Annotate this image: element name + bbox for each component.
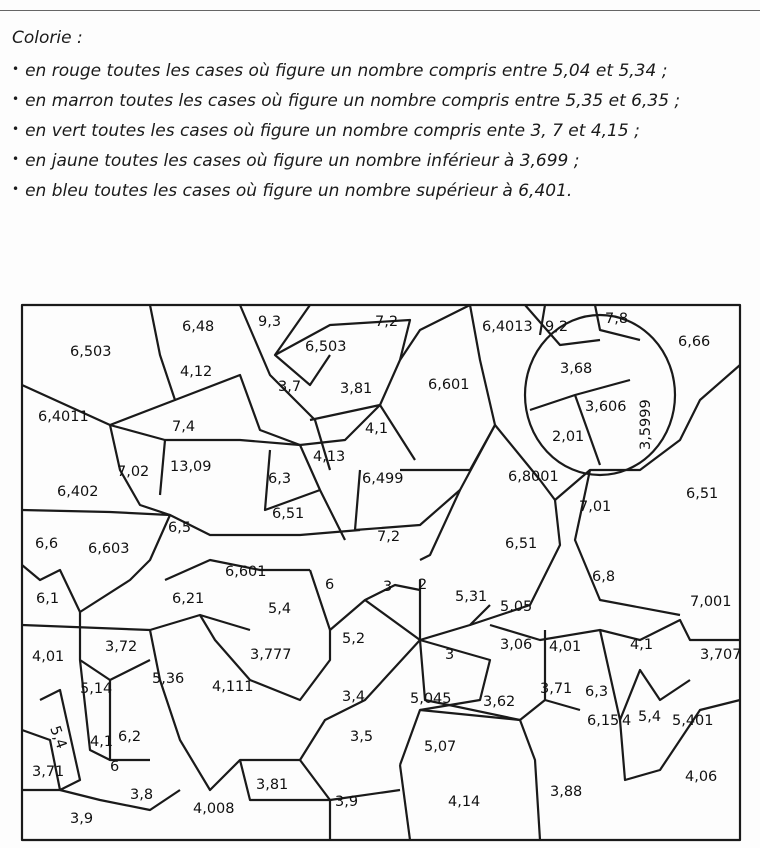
cell-number: 3,71 bbox=[32, 764, 65, 780]
cell-number: 3 bbox=[383, 579, 393, 595]
cell-number: 6,402 bbox=[57, 484, 99, 500]
region-line bbox=[400, 765, 410, 840]
cell-number: 4,13 bbox=[313, 449, 346, 465]
region-line bbox=[22, 305, 175, 425]
cell-number: 6,4013 bbox=[482, 319, 533, 335]
region-line bbox=[275, 320, 410, 420]
cell-number: 4,01 bbox=[32, 649, 65, 665]
cell-number: 4,12 bbox=[180, 364, 213, 380]
cell-number: 3,06 bbox=[500, 637, 533, 653]
cell-number-rotated: 5,4 bbox=[46, 723, 70, 752]
cell-number: 2 bbox=[418, 577, 428, 593]
region-line bbox=[60, 790, 180, 810]
cell-number: 4,1 bbox=[630, 637, 654, 653]
cell-number: 7,2 bbox=[375, 314, 399, 330]
cell-number: 3,72 bbox=[105, 639, 138, 655]
cell-number: 4,1 bbox=[365, 421, 389, 437]
instruction-brown: • en marron toutes les cases où figure un nombre compris entre 5,35 et 6,35 ; bbox=[12, 84, 752, 114]
cell-number: 6,15 bbox=[587, 713, 620, 729]
cell-number: 7,01 bbox=[579, 499, 612, 515]
cell-number: 6,499 bbox=[362, 471, 404, 487]
cell-number: 5,2 bbox=[342, 631, 366, 647]
cell-number: 3,81 bbox=[340, 381, 373, 397]
region-line bbox=[365, 600, 490, 640]
instruction-red: • en rouge toutes les cases où figure un nombre compris entre 5,04 et 5,34 ; bbox=[12, 54, 752, 84]
cell-number: 6,51 bbox=[686, 486, 719, 502]
cell-number: 6,21 bbox=[172, 591, 205, 607]
cell-number: 6,5 bbox=[168, 520, 192, 536]
cell-number: 6,1 bbox=[36, 591, 60, 607]
cell-number: 5,05 bbox=[500, 599, 533, 615]
cell-number: 3,8 bbox=[130, 787, 154, 803]
cell-number: 6,601 bbox=[428, 377, 470, 393]
cell-number: 9,2 bbox=[545, 319, 569, 335]
cell-number: 6,51 bbox=[272, 506, 305, 522]
cell-number: 3,81 bbox=[256, 777, 289, 793]
grid-lines bbox=[22, 305, 740, 840]
cell-number: 9,3 bbox=[258, 314, 282, 330]
region-line bbox=[110, 680, 150, 760]
cell-number: 3 bbox=[445, 647, 455, 663]
cell-number: 5,4 bbox=[268, 601, 292, 617]
cell-number: 6,6 bbox=[35, 536, 59, 552]
cell-number: 6,8001 bbox=[508, 469, 559, 485]
cell-number: 3,71 bbox=[540, 681, 573, 697]
instruction-blue: • en bleu toutes les cases où figure un nombre supérieur à 6,401. bbox=[12, 174, 752, 204]
cell-number: 6,48 bbox=[182, 319, 215, 335]
region-line bbox=[160, 440, 165, 495]
region-line bbox=[400, 305, 470, 360]
cell-number: 3,9 bbox=[70, 811, 94, 827]
cell-number-rotated: 3,5999 bbox=[638, 399, 654, 450]
instruction-green: • en vert toutes les cases où figure un nombre compris ente 3, 7 et 4,15 ; bbox=[12, 114, 752, 144]
cell-number: 6,603 bbox=[88, 541, 130, 557]
cell-number: 6 bbox=[110, 759, 120, 775]
region-line bbox=[22, 615, 250, 630]
cell-number: 5,401 bbox=[672, 713, 714, 729]
region-oval bbox=[525, 315, 675, 475]
cell-number: 6,503 bbox=[70, 344, 112, 360]
cell-number: 4,111 bbox=[212, 679, 254, 695]
cell-number: 6,8 bbox=[592, 569, 616, 585]
cell-number: 6,51 bbox=[505, 536, 538, 552]
cell-number: 5,14 bbox=[80, 681, 113, 697]
cell-number: 4,06 bbox=[685, 769, 718, 785]
cell-number: 6,3 bbox=[585, 684, 609, 700]
cell-number: 4,14 bbox=[448, 794, 481, 810]
cell-number: 7,02 bbox=[117, 464, 150, 480]
region-line bbox=[420, 710, 520, 720]
cell-number: 3,707 bbox=[700, 647, 742, 663]
cell-number: 7,2 bbox=[377, 529, 401, 545]
cell-number: 2,01 bbox=[552, 429, 585, 445]
cell-number: 3,4 bbox=[342, 689, 366, 705]
cell-number: 5,31 bbox=[455, 589, 488, 605]
region-line bbox=[240, 760, 330, 840]
cell-number: 5,07 bbox=[424, 739, 457, 755]
cell-number: 3,62 bbox=[483, 694, 516, 710]
cell-number: 6 bbox=[325, 577, 335, 593]
cell-number: 6,3 bbox=[268, 471, 292, 487]
cell-number: 4,008 bbox=[193, 801, 235, 817]
cell-number: 6,601 bbox=[225, 564, 267, 580]
cell-number: 3,606 bbox=[585, 399, 627, 415]
region-line bbox=[520, 720, 540, 840]
region-line bbox=[575, 470, 680, 615]
cell-number: 4,01 bbox=[549, 639, 582, 655]
cell-number: 13,09 bbox=[170, 459, 212, 475]
cell-number: 7,001 bbox=[690, 594, 732, 610]
cell-number: 4,1 bbox=[90, 734, 114, 750]
cell-number: 6,2 bbox=[118, 729, 142, 745]
cell-number: 5,045 bbox=[410, 691, 452, 707]
cell-number: 3,777 bbox=[250, 647, 292, 663]
instruction-yellow: • en jaune toutes les cases où figure un nombre inférieur à 3,699 ; bbox=[12, 144, 752, 174]
cell-number: 3,9 bbox=[335, 794, 359, 810]
cell-number: 6,66 bbox=[678, 334, 711, 350]
cell-number: 7,8 bbox=[605, 311, 629, 327]
cell-number: 5,36 bbox=[152, 671, 185, 687]
cell-number: 7,4 bbox=[172, 419, 196, 435]
cell-number: 6,503 bbox=[305, 339, 347, 355]
region-line bbox=[80, 515, 170, 612]
cell-number: 5,4 bbox=[638, 709, 662, 725]
instructions-heading: Colorie : bbox=[12, 28, 83, 48]
region-line bbox=[110, 425, 345, 540]
cell-number: 3,88 bbox=[550, 784, 583, 800]
cell-number: 3,5 bbox=[350, 729, 374, 745]
cell-number: 3,7 bbox=[278, 379, 302, 395]
cell-number: 4 bbox=[622, 713, 632, 729]
cell-number: 6,4011 bbox=[38, 409, 89, 425]
cell-number: 3,68 bbox=[560, 361, 593, 377]
